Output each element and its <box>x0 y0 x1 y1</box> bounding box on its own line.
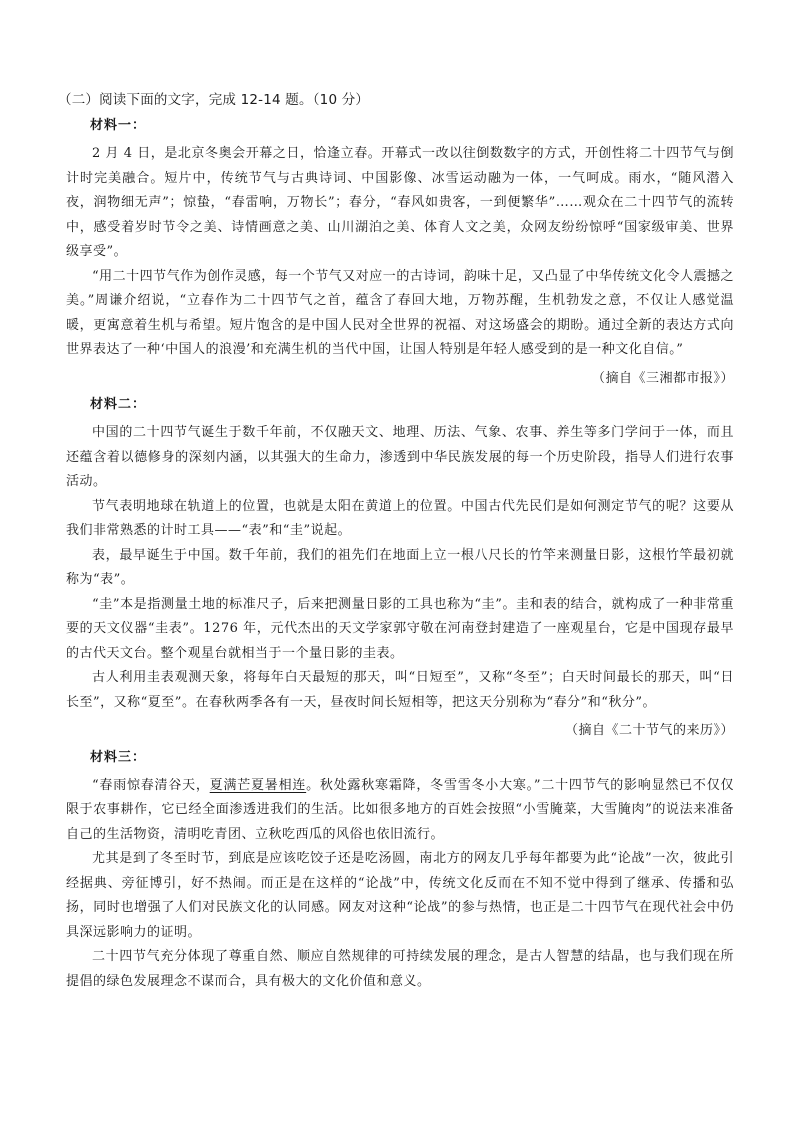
underlined-phrase: 夏满芒夏暑相连 <box>209 777 307 793</box>
poem-text-start: “春雨惊春清谷天， <box>92 777 210 793</box>
poem-text-rest: 。秋处露秋寒霜降，冬雪雪冬小大寒。”二十四节气的影响显然已不仅仅限于农事耕作，它已经全面渗透进我们的生活。比如很多地方的百姓会按照“小雪腌菜，大雪腌肉”的说法来准备自己的生活物资，清明吃青团、立秋吃西瓜的风俗也依旧流行。 <box>66 777 734 842</box>
material-3-paragraph <box>66 774 734 848</box>
material-2-source: （摘自《二十节气的来历》） <box>564 723 734 738</box>
material-1-paragraph: “用二十四节气作为创作灵感，每一个节气又对应一的古诗词，韵味十足，又凸显了中华传统文化令人震撼之美。”周谦介绍说，“立春作为二十四节气之首，蕴含了春回大地，万物苏醒，生机勃发之意，不仅让人感觉温暖，更寓意着生机与希望。短片饱含的是中国人民对全世界的祝福、对这场盛会的期盼。通过全新的表达方式向世界表达了一种‘中国人的浪漫’和充满生机的当代中国，让国人特别是年轻人感受到的是一种文化自信。” <box>66 268 734 357</box>
material-1-paragraph: 2 月 4 日，是北京冬奥会开幕之日，恰逢立春。开幕式一改以往倒数数字的方式，开创性将二十四节气与倒计时完美融合。短片中，传统节气与古典诗词、中国影像、冰雪运动融为一体，一气呵成。雨水，“随风潜入夜，润物细无声”；惊蛰，“春雷响，万物长”；春分，“春风如贵客，一到便繁华”……观众在二十四节气的流转中，感受着岁时节令之美、诗情画意之美、山川湖泊之美、体育人文之美，众网友纷纷惊呼“国家级审美、世界级享受”。 <box>66 146 734 259</box>
material-1-source: （摘自《三湘都市报》） <box>591 370 734 386</box>
material-2-paragraph: “圭”本是指测量土地的标准尺子，后来把测量日影的工具也称为“圭”。圭和表的结合，就构成了一种非常重要的天文仪器“圭表”。1276 年，元代杰出的天文学家郭守敬在河南登封建造了一座观星台，它是中国现存最早的古代天文台。整个观星台就相当于一个量日影的圭表。 <box>66 596 734 661</box>
material-2-title: 材料二： <box>90 397 147 412</box>
material-1-title: 材料一： <box>90 118 147 133</box>
material-2-paragraph: 表，最早诞生于中国。数千年前，我们的祖先们在地面上立一根八尺长的竹竿来测量日影，这根竹竿最初就称为“表”。 <box>66 547 734 587</box>
material-3-paragraph: 二十四节气充分体现了尊重自然、顺应自然规律的可持续发展的理念，是古人智慧的结晶，也与我们现在所提倡的绿色发展理念不谋而合，具有极大的文化价值和意义。 <box>66 949 734 989</box>
material-2-paragraph: 中国的二十四节气诞生于数千年前，不仅融天文、地理、历法、气象、农事、养生等多门学问于一体，而且还蕴含着以德修身的深刻内涵，以其强大的生命力，渗透到中华民族发展的每一个历史阶段，指导人们进行农事活动。 <box>66 425 734 489</box>
material-3-paragraph: 尤其是到了冬至时节，到底是应该吃饺子还是吃汤圆，南北方的网友几乎每年都要为此“论战”一次，彼此引经据典、旁征博引，好不热闹。而正是在这样的“论战”中，传统文化反而在不知不觉中得到了继承、传播和弘扬，同时也增强了人们对民族文化的认同感。网友对这种“论战”的参与热情，也正是二十四节气在现代社会中仍具深远影响力的证明。 <box>66 851 734 940</box>
document-page <box>58 90 734 994</box>
material-3-title: 材料三： <box>90 749 147 765</box>
section-heading: （二）阅读下面的文字，完成 12-14 题。（10 分） <box>58 92 370 108</box>
material-2-paragraph: 节气表明地球在轨道上的位置，也就是太阳在黄道上的位置。中国古代先民们是如何测定节气的呢？这要从我们非常熟悉的计时工具——“表”和“圭”说起。 <box>66 498 734 538</box>
material-2-paragraph: 古人利用圭表观测天象，将每年白天最短的那天，叫“日短至”，又称“冬至”；白天时间最长的那天，叫“日长至”，又称“夏至”。在春秋两季各有一天，昼夜时间长短相等，把这天分别称为“春分”和“秋分”。 <box>66 670 734 710</box>
